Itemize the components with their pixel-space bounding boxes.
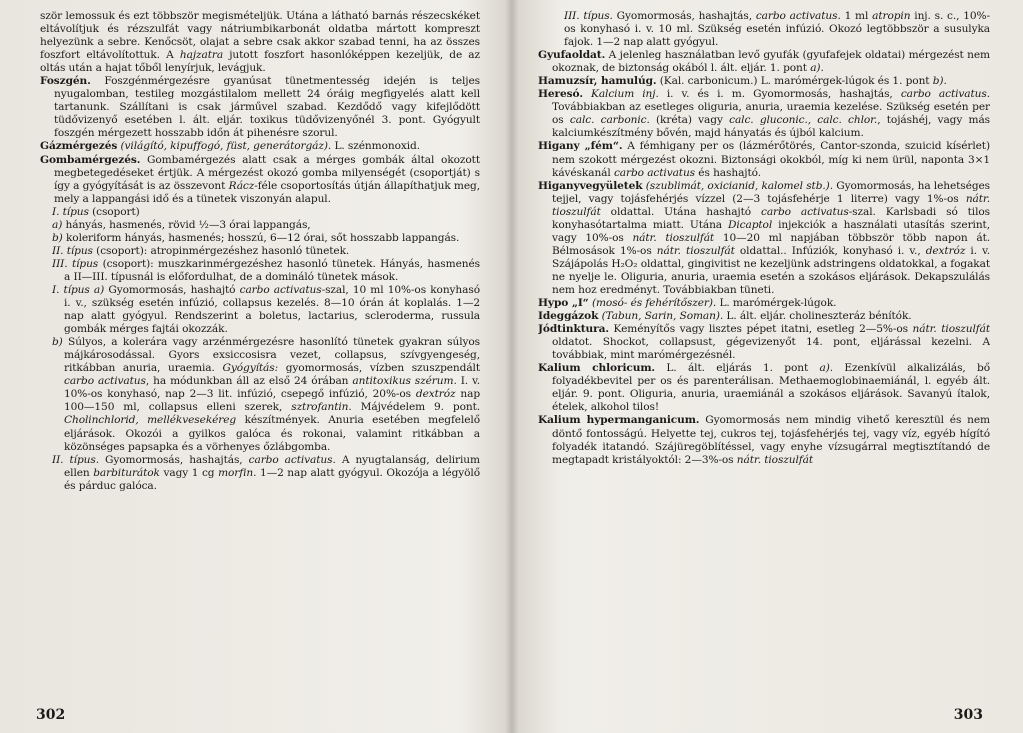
paragraph: II. típus. Gyomormosás, hashajtás, carbo activatus. A nyugtalanság, delirium ellen barbiturátok vagy 1 cg morfin. 1—2 nap alatt gyógyul. Okozója a légyölő és párduc galóca.	[52, 453, 480, 492]
left-page	[40, 10, 480, 723]
paragraph: b) koleriform hányás, hasmenés; hosszú, 6—12 órai, sőt hosszabb lappangás.	[52, 231, 460, 244]
paragraph: III. típus. Gyomormosás, hashajtás, carbo activatus. 1 ml atropin inj. s. c., 10%-os konyhasó i. v. 10 ml. Szükség esetén infúzió. Okozó legtöbbször a susulyka fajok. 1—2 nap alatt gyógyul.	[564, 10, 990, 49]
paragraph: Gyufaoldat. A jelenleg használatban levő gyufák (gyufafejek oldatai) mérgezést nem okoznak, de biztonság okából l. ált. eljár. 1. pont a).	[538, 49, 990, 75]
right-page-number: 303	[953, 707, 983, 723]
paragraph: I. típus a) Gyomormosás, hashajtó carbo activatus-szal, 10 ml 10%-os konyhasó i. v., szükség esetén infúzió, collapsus kezelés. 8—10 órán át koplalás. 1—2 nap alatt gyógyul. Rendszerint a boletus, lactarius, scleroderma, russula gombák mérges fajtái okozzák.	[52, 283, 480, 336]
paragraph: Jódtinktura. Keményítős vagy lisztes pépet itatni, esetleg 2—5%-os nátr. tioszulfát oldatot. Shockot, collapsust, gégevizenyőt 14. pont, eljárással kezelni. A továbbiak, mint marómérgezésnél.	[538, 323, 990, 362]
paragraph: b) Súlyos, a kolerára vagy arzénmérgezésre hasonlító tünetek gyakran súlyos májkárosodással. Gyors exsiccosisra vezet, collapsus, szívgyengeség, ritkábban anuria, uraemia. Gyógyítás: gyomormosás, vízben szuszpendált carbo activatus, ha módunkban áll az első 24 órában antitoxikus szérum. I. v. 10%-os konyhasó, nap 2—3 lit. infúzió, csepegő infúzió, 20%-os dextróz nap 100—150 ml, collapsus elleni szerek, sztrofantin. Májvédelem 9. pont. Cholinchlorid, mellékvesekéreg készítmények. Anuria esetében megfelelő eljárások. Okozói a gyilkos galóca és rokonai, valamint ritkábban a közönséges papsapka és a vörhenyes őzlábgomba.	[52, 336, 480, 453]
paragraph: Foszgén. Foszgénmérgezésre gyanúsat tünetmentesség idején is teljes nyugalomban, testileg mozgástilalom mellett 24 óráig megfigyelés alatt kell tartanunk. Szállítani is csak járművel szabad. Kezdődő vagy kifejlődött tüdővizenyő esetében l. ált. eljár. toxikus tüdővizenyőnél 3. pont. Gyógyult foszgén mérgezett hosszabb időn át pihenésre szorul.	[40, 75, 480, 140]
paragraph: Hypo „I“ (mosó- és fehérítőszer). L. marómérgek-lúgok.	[538, 297, 837, 310]
paragraph: Gázmérgezés (világító, kipuffogó, füst, generátorgáz). L. szénmonoxid.	[40, 140, 420, 153]
paragraph: Hamuzsír, hamulúg. (Kal. carbonicum.) L. marómérgek-lúgok és 1. pont b).	[538, 75, 947, 88]
paragraph: Kalium chloricum. L. ált. eljárás 1. pont a). Ezenkívül alkalizálás, bő folyadékbevitel per os és parenterálisan. Methaemoglobinaemiánál, l. egyéb ált. eljár. 9. pont. Oliguria, anuria, uraemiánál a szokásos eljárások. Savanyú ítalok, ételek, alkohol tilos!	[538, 362, 990, 414]
paragraph: ször lemossuk és ezt többször megismételjük. Utána a látható barnás részecskéket eltávolítjuk és rézszulfát vagy nátriumbikarbonát oldatba mártott kompreszt helyezünk a sebre. Kenőcsöt, olajat a sebre csak akkor szabad tenni, ha az összes foszfort eltávolítottuk. A hajzatra jutott foszfort hasonlóképpen kezeljük, de az oltás után a hajat tőből lenyírjuk, levágjuk.	[40, 10, 480, 75]
left-page-text	[40, 10, 480, 493]
paragraph: I. típus (csoport)	[52, 205, 140, 218]
paragraph: Ideggázok (Tabun, Sarin, Soman). L. ált. eljár. cholineszteráz bénítók.	[538, 310, 912, 323]
right-page-text	[538, 10, 990, 467]
right-page	[538, 10, 990, 723]
paragraph: Higany „fém“. A fémhigany per os (lázmérőtörés, Cantor-szonda, szuicid kísérlet) nem szokott mérgezést okozni. Biztonsági okokból, míg ki nem ürül, naponta 3×1 kávéskanál carbo activatus és hashajtó.	[538, 140, 990, 179]
paragraph: II. típus (csoport): atropinmérgezéshez hasonló tünetek.	[52, 244, 350, 257]
paragraph: Higanyvegyületek (szublimát, oxicianid, kalomel stb.). Gyomormosás, ha lehetséges tejjel, vagy tojásfehérjés vízzel (2—3 tojásfehérje 1 literre) vagy 1%-os nátr. tioszulfát oldattal. Utána hashajtó carbo activatus-szal. Karlsbadi só tilos konyhasótartalma miatt. Utána Dicaptol injekciók a használati utasítás szerint, vagy 10%-os nátr. tioszulfát 10—20 ml napjában többször több napon át. Bélmosások 1%-os nátr. tioszulfát oldattal.. Infúziók, konyhasó i. v., dextróz i. v. Szájápolás H₂O₂ oldattal, gingivitist ne kezeljünk adstringens oldatokkal, a fogakat ne nyelje le. Oliguria, anuria, uraemia esetén a szokásos eljárások. Dekapszulálás nem hoz eredményt. Továbbiakban tüneti.	[538, 179, 990, 296]
paragraph: Heresó. Kalcium inj. i. v. és i. m. Gyomormosás, hashajtás, carbo activatus. Továbbiakban az esetleges oliguria, anuria, uraemia kezelése. Szükség esetén per os calc. carbonic. (kréta) vagy calc. gluconic., calc. chlor., tojáshéj, vagy más kalciumkészítmény bővén, majd hányatás és újból kalcium.	[538, 88, 990, 140]
paragraph: Kalium hypermanganicum. Gyomormosás nem mindig vihető keresztül és nem döntő fontosságú. Helyette tej, cukros tej, tojásfehérjés tej, vagy víz, egyéb hígító folyadék itatandó. Szájüregöblítéssel, vagy enyhe vízsugárral megtisztítandó de megtapadt kristályoktól: 2—3%-os nátr. tioszulfát	[538, 414, 990, 466]
paragraph: III. típus (csoport): muszkarinmérgezéshez hasonló tünetek. Hányás, hasmenés a II—III. típusnál is előfordulhat, de a domináló tünetek mások.	[52, 257, 480, 283]
page-fold	[505, 0, 519, 733]
paragraph: Gombamérgezés. Gombamérgezés alatt csak a mérges gombák által okozott megbetegedéseket értjük. A mérgezést okozó gomba milyenségét (csoportját) s így a gyógyítását is az összevont Rácz-féle csoportosítás útján állapíthatjuk meg, mely a lappangási idő és a tünetek viszonyán alapul.	[40, 153, 480, 205]
left-page-number: 302	[36, 707, 66, 723]
paragraph: a) hányás, hasmenés, rövid ½—3 órai lappangás,	[52, 218, 311, 231]
